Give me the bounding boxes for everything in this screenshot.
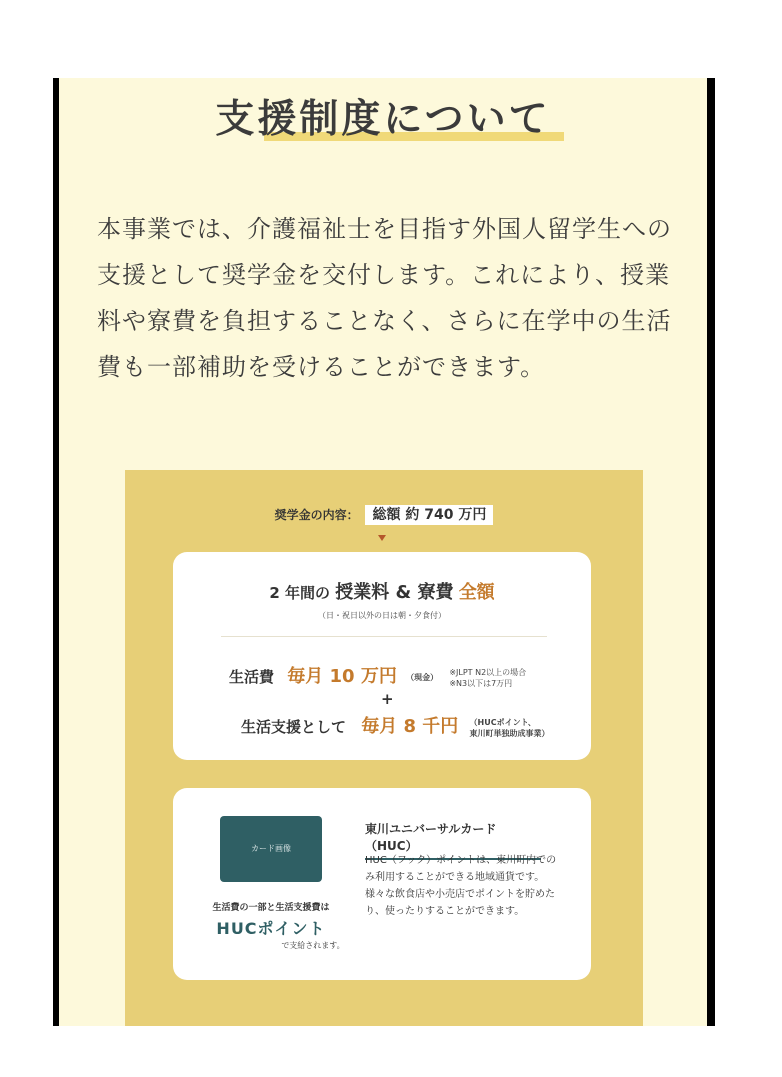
scholarship-summary: [125, 504, 643, 524]
summary-label: 奨学金の内容：: [274, 508, 359, 522]
living-notes: [449, 667, 526, 689]
huc-card-info: [173, 788, 591, 980]
support-amount: 毎月 8 千円: [361, 716, 459, 737]
scholarship-panel: [125, 470, 643, 1026]
living-amount: 毎月 10 万円: [287, 666, 397, 687]
living-cost-line: [229, 662, 526, 689]
support-note-1: （HUCポイント、: [469, 717, 536, 727]
card-caption-3: で支給されます。: [281, 941, 345, 950]
benefits-card: [173, 552, 591, 760]
living-note-2: ※N3以下は7万円: [449, 678, 513, 688]
support-notes: [470, 717, 550, 739]
card-caption-2: HUCポイント: [216, 919, 326, 938]
living-label: 生活費: [229, 668, 275, 686]
section-title: [59, 88, 707, 144]
living-note-1: ※JLPT N2以上の場合: [449, 667, 527, 677]
tuition-note: （日・祝日以外の日は朝・夕食付）: [318, 611, 446, 620]
content-page: [59, 78, 707, 1026]
huc-heading: 東川ユニバーサルカード（HUC）: [365, 820, 541, 860]
card-caption-1: 生活費の一部と生活支援費は: [212, 903, 330, 913]
tuition-amount: 全額: [458, 582, 495, 603]
down-arrow-icon: [378, 535, 386, 541]
huc-description: HUC（フック）ポイントは、東川町内でのみ利用することができる地域通貨です。様々な飲食店や小売店でポイントを貯めたり、使ったりすることができます。: [365, 855, 557, 917]
card-image: カード画像: [220, 816, 322, 882]
section-heading: 支援制度について: [215, 97, 551, 142]
tuition-items: 授業料 & 寮費: [335, 582, 454, 603]
support-label: 生活支援として: [241, 718, 347, 736]
divider: [221, 636, 547, 637]
living-form: （現金）: [406, 673, 439, 682]
summary-total: 総額 約 740 万円: [365, 505, 493, 525]
tuition-line: [173, 578, 591, 604]
support-line: [241, 712, 550, 739]
tuition-prefix: 2 年間の: [269, 584, 330, 602]
intro-paragraph: 本事業では、介護福祉士を目指す外国人留学生への支援として奨学金を交付します。これにより、授業料や寮費を負担することなく、さらに在学中の生活費も一部補助を受けることができます。: [97, 215, 672, 381]
support-note-2: 東川町単独助成事業）: [469, 728, 550, 738]
plus-sign: +: [381, 690, 394, 708]
